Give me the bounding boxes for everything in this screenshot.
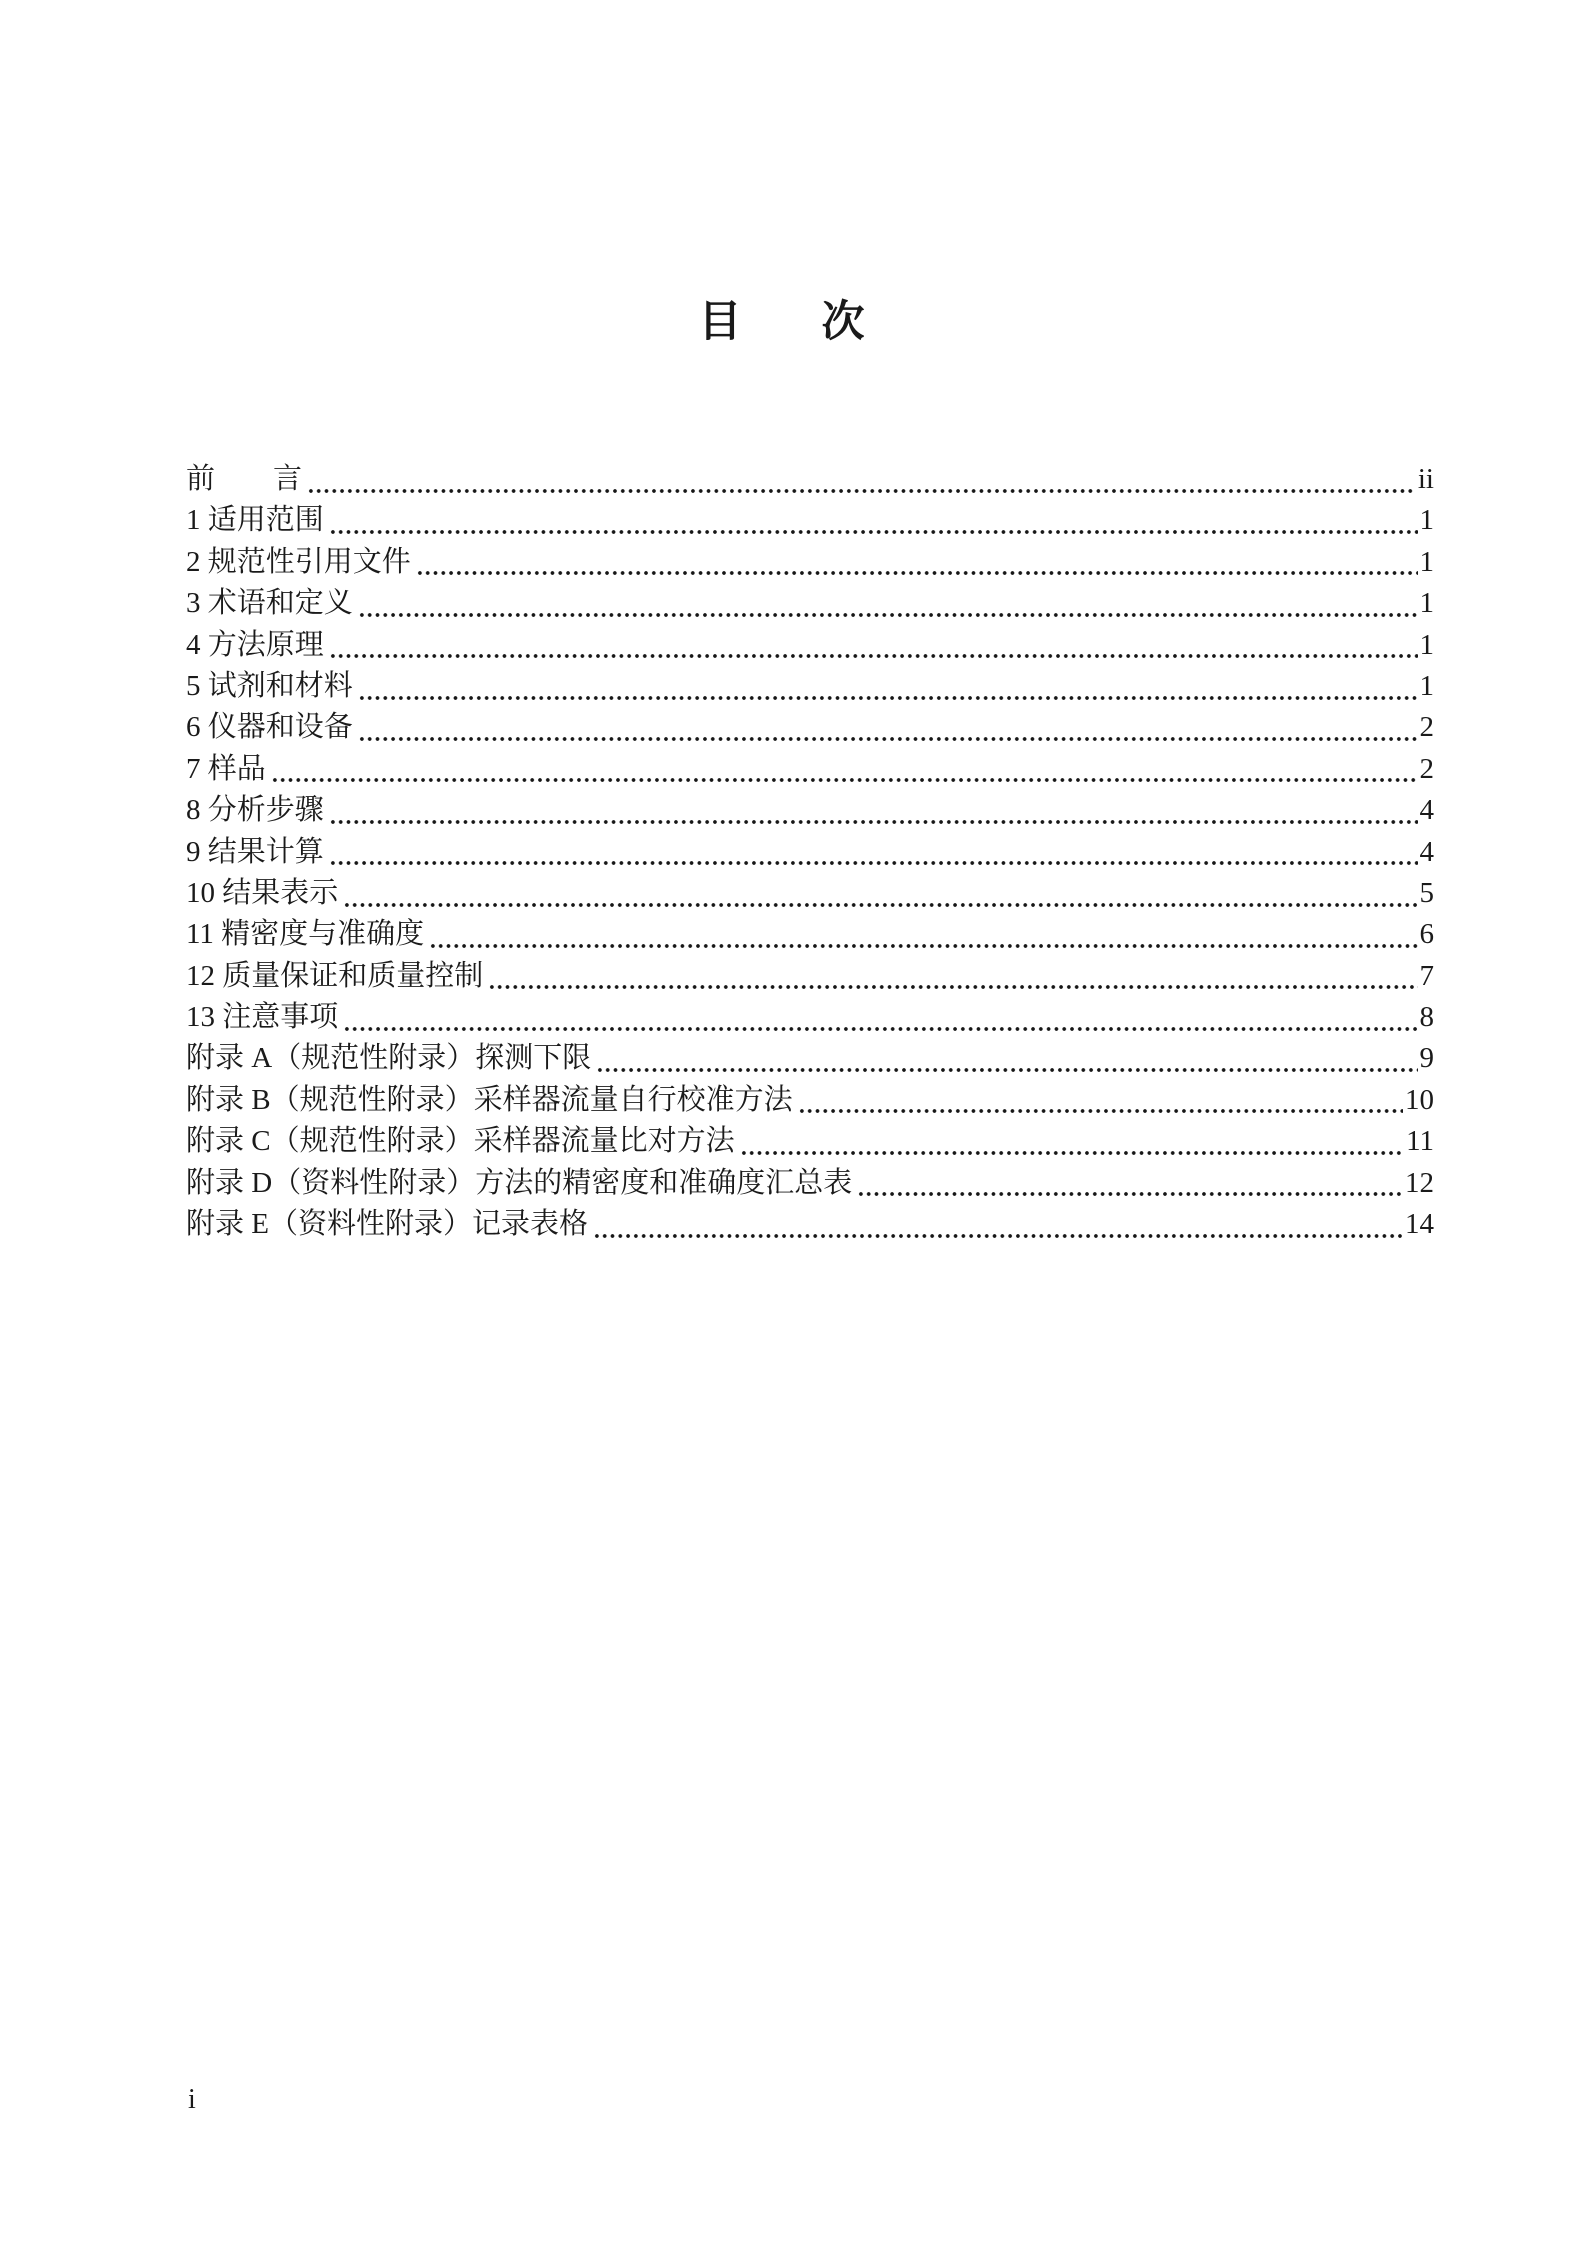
toc-entry-label: 附录 C（规范性附录）采样器流量比对方法 <box>186 1125 735 1158</box>
toc-entry[interactable] <box>186 1080 1434 1121</box>
dotted-leader <box>596 1038 1417 1079</box>
toc-entry-label: 7 样品 <box>186 752 266 785</box>
toc-entry-label: 6 仪器和设备 <box>186 711 353 744</box>
dotted-leader <box>488 956 1417 997</box>
toc-entry-page: 1 <box>1419 587 1434 620</box>
toc-entry[interactable] <box>186 666 1434 707</box>
dotted-leader <box>329 832 1418 873</box>
dotted-leader <box>429 914 1417 955</box>
toc-entry-label: 3 术语和定义 <box>186 587 353 620</box>
toc-entry[interactable] <box>186 1121 1434 1162</box>
toc-entry-page: 1 <box>1419 628 1434 661</box>
toc-entry-page: 14 <box>1405 1208 1434 1241</box>
toc-entry-page: 1 <box>1419 669 1434 702</box>
toc-entry-label: 附录 E（资料性附录）记录表格 <box>186 1208 588 1241</box>
dotted-leader <box>857 1163 1403 1204</box>
toc-entry-label: 5 试剂和材料 <box>186 669 353 702</box>
toc-entry[interactable] <box>186 707 1434 748</box>
toc-entry-label: 9 结果计算 <box>186 835 324 868</box>
toc-entry-label: 13 注意事项 <box>186 1001 339 1034</box>
toc-entry-label: 1 适用范围 <box>186 504 324 537</box>
toc-entry-page: 4 <box>1419 835 1434 868</box>
toc-entry[interactable] <box>186 997 1434 1038</box>
toc-entry[interactable] <box>186 956 1434 997</box>
dotted-leader <box>307 459 1416 500</box>
toc-entry[interactable] <box>186 542 1434 583</box>
page-title <box>0 299 1575 346</box>
toc-entry-label: 4 方法原理 <box>186 628 324 661</box>
toc-entry-page: 12 <box>1405 1166 1434 1199</box>
footer-page-number: i <box>188 2084 196 2115</box>
toc-entry[interactable] <box>186 914 1434 955</box>
dotted-leader <box>343 873 1417 914</box>
toc-entry[interactable] <box>186 583 1434 624</box>
toc-entry-label: 附录 B（规范性附录）采样器流量自行校准方法 <box>186 1083 793 1116</box>
dotted-leader <box>416 542 1418 583</box>
toc-entry-page: 2 <box>1419 711 1434 744</box>
toc-entry-label: 前 言 <box>186 463 303 495</box>
toc-entry[interactable] <box>186 873 1434 914</box>
toc-entry[interactable] <box>186 749 1434 790</box>
toc-entry[interactable] <box>186 832 1434 873</box>
toc-entry-page: 7 <box>1419 959 1434 992</box>
toc-entry-page: ii <box>1417 463 1434 495</box>
dotted-leader <box>358 666 1418 707</box>
toc-entry-page: 11 <box>1406 1125 1434 1158</box>
toc-entry-label: 附录 D（资料性附录）方法的精密度和准确度汇总表 <box>186 1166 853 1199</box>
toc-entry-page: 8 <box>1419 1001 1434 1034</box>
toc-entry-page: 4 <box>1419 794 1434 827</box>
toc-entry-page: 5 <box>1419 876 1434 909</box>
toc-entry-page: 1 <box>1419 504 1434 537</box>
toc-entry-label: 10 结果表示 <box>186 876 339 909</box>
toc-entry-page: 9 <box>1419 1042 1434 1075</box>
dotted-leader <box>358 707 1418 748</box>
page-title-char-right: 次 <box>821 299 865 346</box>
toc-entry[interactable] <box>186 1163 1434 1204</box>
page-title-char-left: 目 <box>698 299 742 346</box>
dotted-leader <box>358 583 1418 624</box>
toc-entry-label: 12 质量保证和质量控制 <box>186 959 484 992</box>
toc-entry-page: 2 <box>1419 752 1434 785</box>
toc-entry-label: 附录 A（规范性附录）探测下限 <box>186 1042 592 1075</box>
dotted-leader <box>740 1121 1404 1162</box>
toc-entry[interactable] <box>186 625 1434 666</box>
toc-entry[interactable] <box>186 790 1434 831</box>
toc-entry-page: 6 <box>1419 918 1434 951</box>
dotted-leader <box>329 500 1418 541</box>
toc-entry[interactable] <box>186 1204 1434 1245</box>
table-of-contents <box>186 459 1434 1245</box>
toc-entry-label: 2 规范性引用文件 <box>186 545 411 578</box>
dotted-leader <box>329 625 1418 666</box>
toc-entry-page: 10 <box>1405 1083 1434 1116</box>
toc-entry-page: 1 <box>1419 545 1434 578</box>
dotted-leader <box>343 997 1417 1038</box>
dotted-leader <box>593 1204 1403 1245</box>
toc-entry[interactable] <box>186 1038 1434 1079</box>
dotted-leader <box>329 790 1418 831</box>
toc-entry[interactable] <box>186 459 1434 500</box>
toc-entry[interactable] <box>186 500 1434 541</box>
dotted-leader <box>798 1080 1403 1121</box>
toc-entry-label: 11 精密度与准确度 <box>186 918 425 951</box>
toc-entry-label: 8 分析步骤 <box>186 794 324 827</box>
dotted-leader <box>271 749 1418 790</box>
